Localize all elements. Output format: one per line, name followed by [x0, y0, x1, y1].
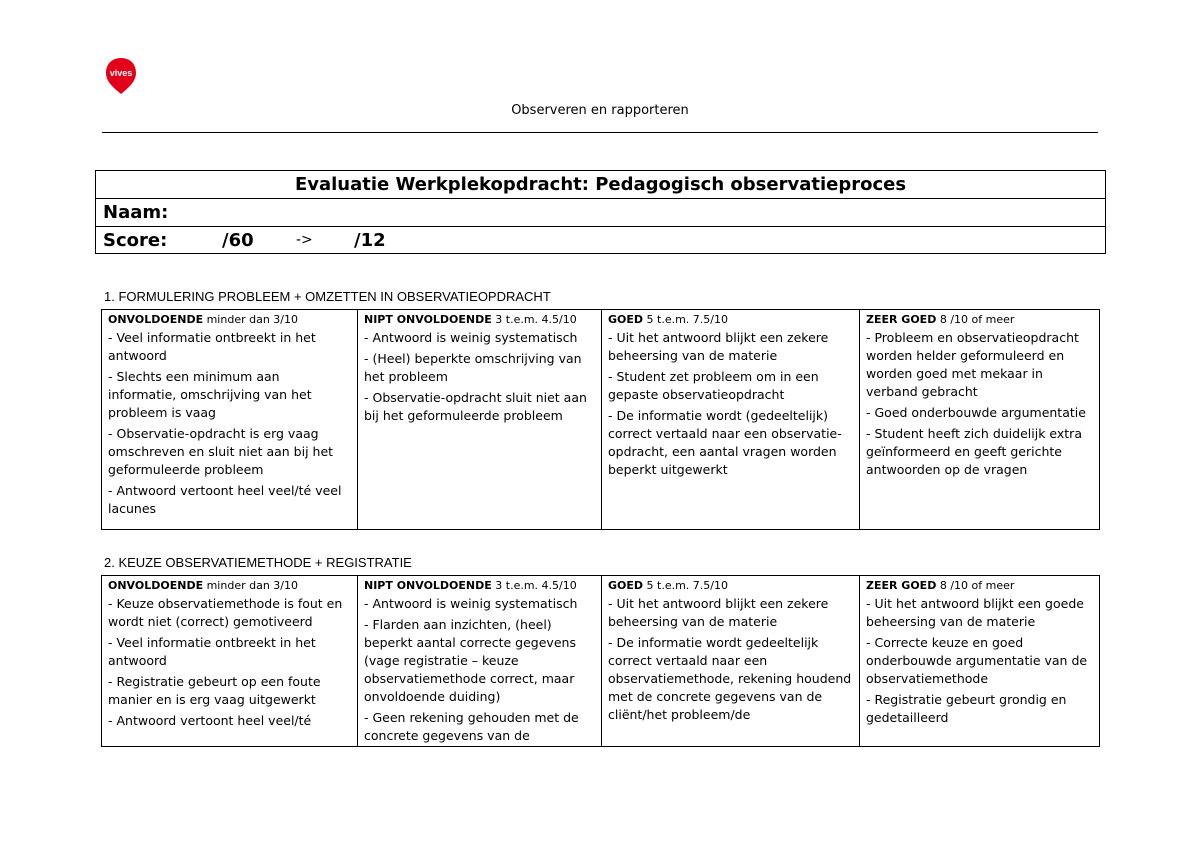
rubric-item: - Flarden aan inzichten, (heel) beperkt aantal correcte gegevens (vage registratie – keuze observatiemethode correct, maar onvoldoende duiding)	[364, 617, 576, 704]
rubric-cell	[602, 310, 860, 529]
rubric-item: - Veel informatie ontbreekt in het antwoord	[108, 330, 316, 363]
rubric-item: - Observatie-opdracht sluit niet aan bij het geformuleerde probleem	[364, 390, 587, 423]
rubric-table	[101, 309, 1100, 530]
evaluation-title: Evaluatie Werkplekopdracht: Pedagogisch observatieproces	[96, 171, 1105, 199]
rubric-item: - Observatie-opdracht is erg vaag omschreven en sluit niet aan bij het geformuleerde probleem	[108, 426, 334, 477]
section-title: 2. KEUZE OBSERVATIEMETHODE + REGISTRATIE	[104, 555, 412, 570]
score-arrow: ->	[296, 232, 313, 248]
evaluation-box	[95, 170, 1106, 254]
rubric-item: - Keuze observatiemethode is fout en wordt niet (correct) gemotiveerd	[108, 596, 343, 629]
rubric-level: GOED 5 t.e.m. 7.5/10	[608, 313, 729, 326]
score-row	[96, 227, 1105, 254]
rubric-item: - De informatie wordt gedeeltelijk correct vertaald naar een observatiemethode, rekening houdend met de concrete gegevens van de cliënt/het probleem/de	[608, 635, 852, 722]
score-value: /60	[222, 230, 254, 251]
rubric-item: - Registratie gebeurt op een foute manier en is erg vaag uitgewerkt	[108, 674, 321, 707]
rubric-item: - Uit het antwoord blijkt een zekere beheersing van de materie	[608, 330, 829, 363]
rubric-item: - De informatie wordt (gedeeltelijk) correct vertaald naar een observatie-opdracht, een aantal vragen worden beperkt uitgewerkt	[608, 408, 842, 477]
rubric-item: - Student zet probleem om in een gepaste observatieopdracht	[608, 369, 819, 402]
score-label: Score:	[103, 230, 168, 251]
header-divider	[102, 132, 1098, 133]
rubric-cell	[358, 310, 602, 529]
rubric-item: - Antwoord vertoont heel veel/té	[108, 713, 312, 728]
rubric-level: ONVOLDOENDE minder dan 3/10	[108, 579, 298, 592]
svg-text:vives: vives	[109, 68, 133, 78]
rubric-level: ONVOLDOENDE minder dan 3/10	[108, 313, 298, 326]
rubric-level: NIPT ONVOLDOENDE 3 t.e.m. 4.5/10	[364, 579, 577, 592]
rubric-item: - Antwoord is weinig systematisch	[364, 596, 578, 611]
rubric-level: GOED 5 t.e.m. 7.5/10	[608, 579, 729, 592]
rubric-item: - Student heeft zich duidelijk extra geïnformeerd en geeft gerichte antwoorden op de vragen	[866, 426, 1082, 477]
score-max: /12	[354, 230, 386, 251]
rubric-level: NIPT ONVOLDOENDE 3 t.e.m. 4.5/10	[364, 313, 577, 326]
rubric-cell	[102, 576, 358, 746]
rubric-item: - Correcte keuze en goed onderbouwde argumentatie van de observatiemethode	[866, 635, 1088, 686]
rubric-item: - Goed onderbouwde argumentatie	[866, 405, 1086, 420]
rubric-item: - Antwoord is weinig systematisch	[364, 330, 578, 345]
rubric-item: - Geen rekening gehouden met de concrete gegevens van de	[364, 710, 579, 743]
rubric-cell	[358, 576, 602, 746]
rubric-item: - Uit het antwoord blijkt een zekere beheersing van de materie	[608, 596, 829, 629]
rubric-level: ZEER GOED 8 /10 of meer	[866, 579, 1015, 592]
rubric-item: - Registratie gebeurt grondig en gedetailleerd	[866, 692, 1067, 725]
rubric-table	[101, 575, 1100, 747]
rubric-item: - Probleem en observatieopdracht worden helder geformuleerd en worden goed met mekaar in verband gebracht	[866, 330, 1079, 399]
rubric-level: ZEER GOED 8 /10 of meer	[866, 313, 1015, 326]
rubric-item: - Uit het antwoord blijkt een goede beheersing van de materie	[866, 596, 1084, 629]
document-header-title: Observeren en rapporteren	[511, 103, 689, 118]
rubric-cell	[860, 310, 1099, 529]
rubric-cell	[602, 576, 860, 746]
rubric-cell	[102, 310, 358, 529]
rubric-item: - Antwoord vertoont heel veel/té veel lacunes	[108, 483, 342, 516]
rubric-item: - (Heel) beperkte omschrijving van het probleem	[364, 351, 582, 384]
rubric-cell	[860, 576, 1099, 746]
name-label: Naam:	[103, 202, 169, 223]
name-row	[96, 199, 1105, 227]
vives-logo	[104, 56, 138, 96]
rubric-item: - Slechts een minimum aan informatie, omschrijving van het probleem is vaag	[108, 369, 312, 420]
rubric-item: - Veel informatie ontbreekt in het antwoord	[108, 635, 316, 668]
section-title: 1. FORMULERING PROBLEEM + OMZETTEN IN OBSERVATIEOPDRACHT	[104, 289, 551, 304]
